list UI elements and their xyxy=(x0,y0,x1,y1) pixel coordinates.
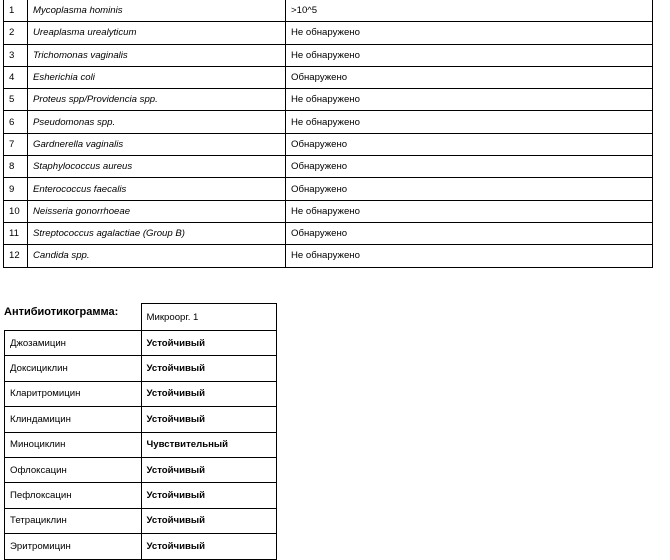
antibiotic-name: Клиндамицин xyxy=(5,407,142,432)
organism-name: Staphylococcus aureus xyxy=(28,156,286,178)
row-number: 8 xyxy=(4,156,28,178)
microorganism-column-header: Микроорг. 1 xyxy=(141,304,277,331)
organism-name: Proteus spp/Providencia spp. xyxy=(28,89,286,111)
detection-result: Обнаружено xyxy=(286,156,653,178)
row-number: 2 xyxy=(4,22,28,44)
susceptibility-result: Устойчивый xyxy=(141,534,277,559)
antibiogram-row xyxy=(5,356,277,381)
row-number: 9 xyxy=(4,178,28,200)
result-row xyxy=(4,156,653,178)
antibiogram-row xyxy=(5,534,277,559)
result-row xyxy=(4,44,653,66)
result-row xyxy=(4,111,653,133)
antibiogram-table xyxy=(4,303,277,560)
pcr-results-table xyxy=(3,0,653,268)
organism-name: Pseudomonas spp. xyxy=(28,111,286,133)
antibiotic-name: Тетрациклин xyxy=(5,508,142,533)
susceptibility-result: Устойчивый xyxy=(141,407,277,432)
detection-result: Обнаружено xyxy=(286,178,653,200)
row-number: 11 xyxy=(4,222,28,244)
row-number: 6 xyxy=(4,111,28,133)
antibiogram-row xyxy=(5,407,277,432)
antibiotic-name: Офлоксацин xyxy=(5,457,142,482)
detection-result: Не обнаружено xyxy=(286,22,653,44)
detection-result: Не обнаружено xyxy=(286,200,653,222)
antibiogram-row xyxy=(5,432,277,457)
organism-name: Mycoplasma hominis xyxy=(28,0,286,22)
susceptibility-result: Устойчивый xyxy=(141,381,277,406)
antibiogram-row xyxy=(5,508,277,533)
antibiogram-row xyxy=(5,381,277,406)
detection-result: Не обнаружено xyxy=(286,245,653,267)
result-row xyxy=(4,0,653,22)
row-number: 4 xyxy=(4,66,28,88)
antibiogram-row xyxy=(5,331,277,356)
result-row xyxy=(4,89,653,111)
result-row xyxy=(4,66,653,88)
organism-name: Candida spp. xyxy=(28,245,286,267)
antibiotic-name: Миноциклин xyxy=(5,432,142,457)
row-number: 3 xyxy=(4,44,28,66)
antibiogram-row xyxy=(5,457,277,482)
result-row xyxy=(4,133,653,155)
result-row xyxy=(4,178,653,200)
detection-result: Не обнаружено xyxy=(286,44,653,66)
organism-name: Enterococcus faecalis xyxy=(28,178,286,200)
susceptibility-result: Устойчивый xyxy=(141,508,277,533)
organism-name: Trichomonas vaginalis xyxy=(28,44,286,66)
organism-name: Gardnerella vaginalis xyxy=(28,133,286,155)
row-number: 5 xyxy=(4,89,28,111)
antibiogram-title: Антибиотикограмма: xyxy=(4,306,119,318)
antibiotic-name: Джозамицин xyxy=(5,331,142,356)
susceptibility-result: Устойчивый xyxy=(141,331,277,356)
result-row xyxy=(4,22,653,44)
detection-result: Обнаружено xyxy=(286,66,653,88)
organism-name: Neisseria gonorrhoeae xyxy=(28,200,286,222)
susceptibility-result: Устойчивый xyxy=(141,457,277,482)
organism-name: Ureaplasma urealyticum xyxy=(28,22,286,44)
result-row xyxy=(4,222,653,244)
susceptibility-result: Устойчивый xyxy=(141,483,277,508)
detection-result: Не обнаружено xyxy=(286,111,653,133)
row-number: 7 xyxy=(4,133,28,155)
result-row xyxy=(4,200,653,222)
row-number: 1 xyxy=(4,0,28,22)
detection-result: Не обнаружено xyxy=(286,89,653,111)
row-number: 10 xyxy=(4,200,28,222)
antibiotic-name: Кларитромицин xyxy=(5,381,142,406)
antibiotic-name: Доксициклин xyxy=(5,356,142,381)
detection-result: Обнаружено xyxy=(286,133,653,155)
detection-result: >10^5 xyxy=(286,0,653,22)
row-number: 12 xyxy=(4,245,28,267)
antibiotic-name: Эритромицин xyxy=(5,534,142,559)
susceptibility-result: Устойчивый xyxy=(141,356,277,381)
organism-name: Esherichia coli xyxy=(28,66,286,88)
antibiogram-row xyxy=(5,483,277,508)
detection-result: Обнаружено xyxy=(286,222,653,244)
susceptibility-result: Чувствительный xyxy=(141,432,277,457)
antibiotic-name: Пефлоксацин xyxy=(5,483,142,508)
organism-name: Streptococcus agalactiae (Group B) xyxy=(28,222,286,244)
result-row xyxy=(4,245,653,267)
